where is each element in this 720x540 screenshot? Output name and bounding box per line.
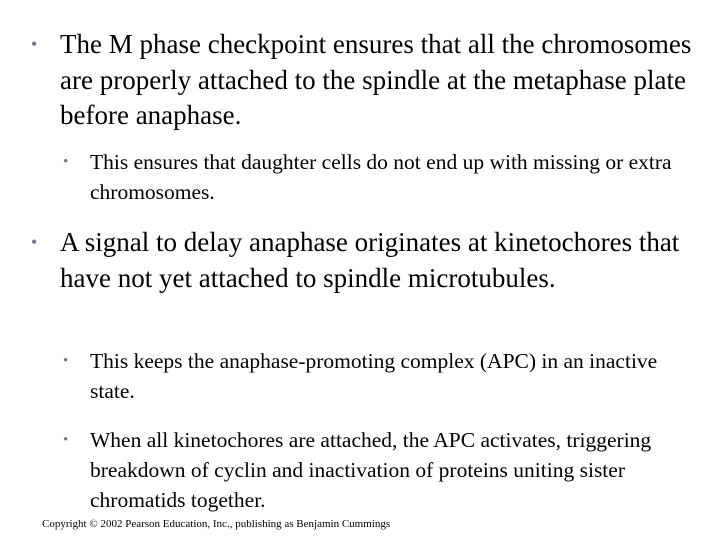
bullet-icon: • (31, 34, 38, 54)
bullet-icon: • (31, 232, 38, 252)
copyright-footer: Copyright © 2002 Pearson Education, Inc., publishing as Benjamin Cummings (42, 518, 391, 530)
bullet-item-2 (30, 225, 700, 296)
bullet-text: This ensures that daughter cells do not end up with missing or extra chromosomes. (90, 150, 672, 204)
sub-bullet-item-1 (62, 147, 690, 207)
bullet-item-1 (30, 27, 700, 134)
sub-bullet-item-3 (62, 425, 690, 515)
bullet-text: This keeps the anaphase-promoting complex (APC) in an inactive state. (90, 349, 658, 403)
bullet-text: When all kinetochores are attached, the APC activates, triggering breakdown of cyclin and inactivation of proteins uniting sister chromatids together. (90, 428, 652, 512)
bullet-text: A signal to delay anaphase originates at kinetochores that have not yet attached to spindle microtubules. (60, 227, 680, 293)
bullet-text: The M phase checkpoint ensures that all the chromosomes are properly attached to the spindle at the metaphase plate before anaphase. (60, 29, 692, 130)
bullet-icon: • (63, 432, 69, 448)
bullet-icon: • (63, 353, 69, 369)
bullet-icon: • (63, 154, 69, 170)
sub-bullet-item-2 (62, 346, 690, 406)
